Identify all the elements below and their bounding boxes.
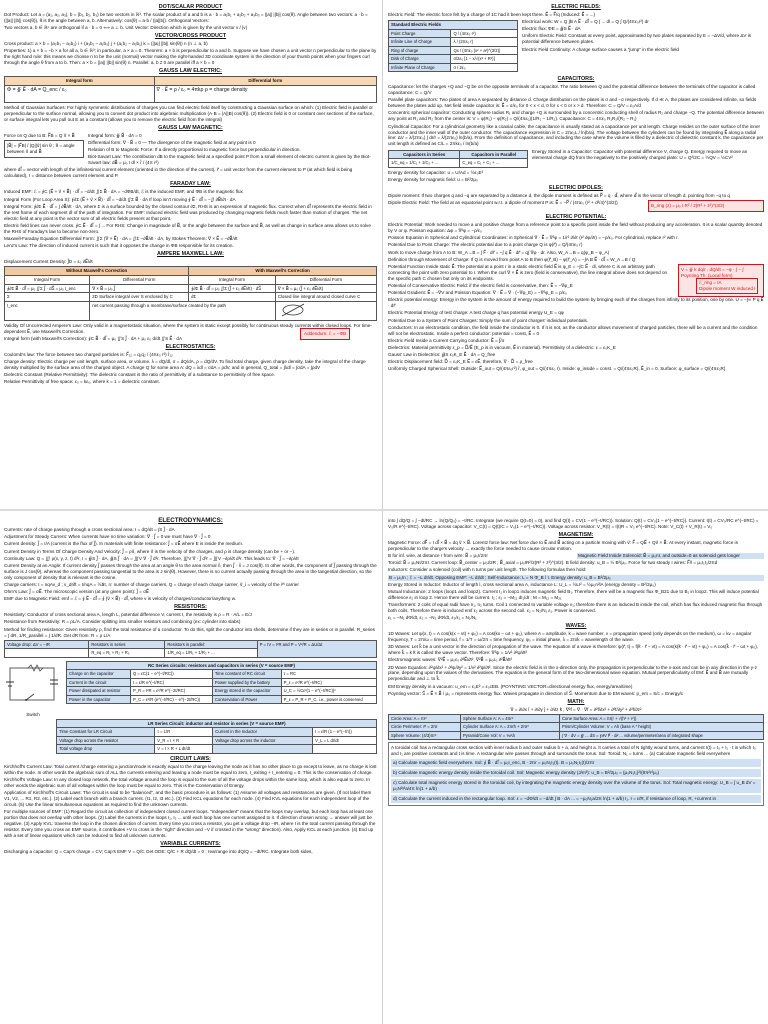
parallel-plate-text: Parallel plate capacitors: Two plates of area A separated by distance d. Charge distribution on the plates is σ and −σ respectively. If d ≪ A, the plates are considered infinite, so fields between the plates add up. Net field inside capacitor is: E⃗ = σ/ε₀ for 0 < x < d, 0 for x < 0 or x > d. Therefore: C = Q/V = ε₀A/d <box>388 97 757 109</box>
math-cell: Sphere Surface A: A = 4πr² <box>460 714 559 722</box>
conservative-field-text: Potential of Conservative Electric Field: if the electric field is conservative, then: E⃗ = −∇φ_E <box>388 282 573 288</box>
ampere-sub-diff-1: Differential Form <box>90 275 189 284</box>
uniform-field-text: Uniform Electric Field: Constant at every point, approximated by two plates separated by E = −ΔV/d, where ΔV is potential difference between plates. <box>522 33 752 45</box>
rc-circuit-block <box>4 660 377 718</box>
capacitance-text: Capacitance: let the charges +Q and −Q be on the opposite terminals of a capacitor. The ratio between Q and the potential difference between the terminals of the capacitor is called capacitance: C = Q/V <box>388 84 756 96</box>
gauss-differential-formula: ∇ · E⃗ = ρ / ε₀ = 4πkρ ρ = charge density <box>154 85 376 102</box>
electric-flux-text: Electric flux: ΦE = ∯S E⃗ · dA <box>522 26 581 32</box>
work-move-charge-text: Work to move charge from A to B: W_A→B = ∫ F⃗ · dr⃗ = −∫ q E⃗ · dr⃗ = q∫ ∇φ · dr. Also, W_A→B = q(φ_B − φ_A) <box>388 249 610 255</box>
rc-row <box>67 687 377 695</box>
standard-field-expr: σ/2ε₀ [1 − x/√(x² + R²)] <box>451 55 518 63</box>
lr-cell <box>313 745 377 753</box>
lr-cell: Total voltage drop <box>57 745 155 753</box>
standard-field-expr: Q / (4πε₀ r²) <box>451 29 518 37</box>
electric-potential-text: Electric Potential: Work needed to move a unit positive charge from a reference point to a specific point inside the field without producing any acceleration. It is a scalar quantity denoted by V or φ. Poisson equation: Δφ = ∇²φ = −ρ/ε₀ <box>388 222 763 234</box>
rc-cell: Current in the circuit <box>67 678 131 686</box>
poynting-red-box: V = ∯ k dq/r , dQ/dt = −φ · ∫ − ∫ Poynting Th. (Local form) <box>678 264 764 297</box>
rc-row <box>67 695 377 703</box>
problem-part-d: d) Calculate the current induced in the rectangular loop. Sol: ε = −dΦ/dt = −d/dt ∫ B · dA ... = −μ₀N₁a/2π ln(1 + a/b) I₁. I = ε/R, if resistance of loop, R, +current in <box>391 795 761 803</box>
potential-inside-text: Potential Function Inside static E⃗: The potential at a point r in a static electric field E⃗ is φ_E = −∫C E⃗ · dl, where C is an arbitrary path connecting the point with zero potential to r. When the curl ∇ × E⃗ is zero (field is conservative), the line integral above does not depend on the specific path C chosen but only on its endpoints. <box>388 263 668 281</box>
maxwell-faraday-text: Maxwell-Faraday Equation Differential Form: ∬Σ (∇ × E⃗) · dA = ∬Σ −∂B⃗/∂t · dA, by Stokes Theorem: ∇ × E⃗ = −∂B⃗/∂t <box>4 235 238 241</box>
cylindrical-capacitor-text: Cylindrical Capacitor: For a cylindrical geometry like a coaxial cable, the capacitance is usually stated as a capacitance per unit length. Charge resides on the outer surface of the inner conductor and the inner wall of the outer conductor. The capacitance expression is C = 2πε₀L / ln(b/a). The voltage between the cylinders can be found by integrating E⃗ along a radial line: ΔV = λ/(2πε₀) ∫ dr/r = λ/(2πε₀) ln(b/a). From the definition of capacitance, and including the case where the volume is filled by a dielectric of dielectric constant k, the capacitance per unit length is defined as C/L = 2πkε₀ / ln(b/a) <box>388 123 764 147</box>
spherical-shell-text: Uniformly Charged Spherical Shell: Outside: E⃗_out = Q/(4πε₀r²) r̂, φ_out = Q/(4πε₀ r). Inside: φ_inside = const. = Q/(4πε₀R), E⃗_in = 0. Surface: φ_surface = Q/(4πε₀R) <box>388 366 726 372</box>
ampere-r3a: I_enc <box>5 302 90 321</box>
dipole-red-notes <box>696 278 758 294</box>
math-cell: Cylinder Surface A: A = 2πrh + 2πr² <box>460 723 559 731</box>
displacement-field-text: Electric Displacement field: D⃗ = ε₀K_E E⃗ = εE⃗, therefore, ∇ · D⃗ = ρ_free <box>388 359 533 365</box>
ampere-validity-text: Validity Of Uncorrected Ampere's Law: Only valid in a magnetostatic situation, where the system is static except possibly for continuous steady currents within closed loops. For time-dependent E⃗, use Maxwell's Correction. <box>4 322 372 334</box>
without-maxwell-header: Without Maxwell's Correction <box>5 267 189 276</box>
inside-current-text: Electric Field Inside a Current Carrying conductor: E⃗ = J⃗/σ <box>388 337 505 343</box>
rc-cell: Charge on the capacitor <box>67 670 131 678</box>
waves-3d-text: 3D Waves: Let k⃗ be a unit vector in the direction of propagation of the wave. The equation of a wave is therefore: ψ(r⃗, t) = f(k̂ · r⃗ − vt) = A cos(k(k̂ · r⃗ − vt) + φ₀) = A cos(k⃗ · r⃗ − ωt + φ₀), where k⃗ = k k̂ is called the wave vector. Therefore: ∇²ψ = 1/v² ∂²ψ/∂t² <box>388 644 759 656</box>
relation-b-text: Relation of B to Magnetic Force: If a directly proportional to magnetic force but perpendicular in direction. <box>88 147 301 153</box>
electrodynamics-heading: ELECTRODYNAMICS: <box>158 517 223 524</box>
ampere-integral-text: Integral form (with Maxwell's Correction): ∮C B⃗ · dl⃗ = μ₀ ∬S J⃗ · dA + μ₀ ε₀ d/dt ∬S E⃗ · dA <box>4 335 183 341</box>
ampere-r2b: 2D Surface integral over S enclosed by C <box>90 293 189 302</box>
ampere-r2a: Σ <box>5 293 90 302</box>
ampere-r3b: net current passing through a membrane/surface created by the path <box>90 302 276 321</box>
rc-cell: Energy stored in the capacitor <box>212 687 281 695</box>
movement-definition-text: Definition through Movement of Charge: If Q is moved from point A to B then φ(r⃗_B) − φ(r⃗_A) = −∫A B E⃗ · dl⃗ = W_A→B / Q <box>388 256 636 262</box>
math-cell: Pyramid/Cone Vol: V = ⅓Ah <box>460 731 559 739</box>
cap-parallel-header: Capacitors in Parallel <box>460 150 528 159</box>
biot-where-text: where dl⃗ = vector with length of the infinitesimal current element (oriented in the direction of the current), r⃗ = unit vector from the current element to P (at which field is being calculated), r = distance between current element and P. <box>4 167 353 179</box>
faraday-heading: FARADAY LAW: <box>170 181 211 188</box>
page-top-left <box>0 0 381 508</box>
circuit-laws-heading: CIRCUIT LAWS: <box>170 755 211 762</box>
em-energy-text: EM Energy density in a vacuum: u_em = ε₀E² = ε₀cEB. (POYNTING VECTOR=directional energy flux, energy/area/time) <box>388 683 633 689</box>
electrical-work-text: Electrical work: W = Q ∫B A E⃗ · dl⃗ = Q ∫ ... dl = Q ∫ Q/(4πε₀r²) dr <box>522 19 649 25</box>
magnetic-emf-text: EMF due to Magnetic Field: emf = ℰ = ∮ E⃗ · dl⃗ = ∮ (v⃗ × B⃗) · dl⃗, where v is velocity of charges/conductor/anything w. <box>4 596 237 602</box>
lr-cell: V = I × R + L dI/dt <box>155 745 213 753</box>
page-bottom-right <box>384 512 768 1024</box>
standard-field-row <box>389 63 518 71</box>
integral-form-header: Integral form <box>5 77 155 86</box>
math-operators-text: ∇ = ∂/∂x î + ∂/∂y ĵ + ∂/∂z k̂ ; ∇²f = ∇ · ∇f = ∂²f/∂x² + ∂²f/∂y² + ∂²f/∂z² <box>510 706 642 712</box>
resistors-heading: RESISTORS: <box>174 604 207 611</box>
math-cell: ∫ ∇ · dV = ∯ ... dS = ∮∂V F⃗ · dr⃗ ... volume/perimeter/area of integrated shape <box>560 731 764 739</box>
standard-fields-table <box>388 20 518 72</box>
page-top-right <box>384 0 768 508</box>
problem-part-c: c) Calculate total magnetic energy stored in the toroidal coil, by integrating the magnetic energy density over the volume of the torus. Sol: Total magnetic energy: U_B = ∫ u_B dV = μ₀N²I²a/4π ln(1 + a/b) <box>391 779 761 793</box>
ampere-r1c3: ∮∂Σ B⃗ · dl⃗ = μ₀ ∬Σ (J⃗ + ε₀ ∂E⃗/∂t) · dS⃗ <box>189 284 276 293</box>
standard-field-row <box>389 29 518 37</box>
lr-row <box>57 736 377 744</box>
dot-scalar-heading: DOT/SCALAR PRODUCT <box>158 4 223 10</box>
ampere-r2d: Closed line integral around closed curve C <box>275 293 376 302</box>
gaussian-surfaces-text: Method of Gaussian Surfaces: For highly symmetric distributions of charges you can find electric field itself by constructing a Gaussian surface on which: (1) Electric field is parallel or perpendicular to the surface normal, allowing you to convert dot product into algebraic multiplication (A·B = |A||B| cos(θ)). (2) Electric field is 0 or constant over sections of the surface, or surface integral lets you pull out E as a constant (allows you to remove the electric field from the integral) <box>4 104 374 122</box>
multiple-emf-text: For multiple sources of EMF: (1) Regard the circuit as collection of independent closed current loops. "Independent" means that the loops may overlap, but each loop has at least one portion that does not overlap with other loops. (2) Label the currents in the loops I₁, I₂ ... until each loop has one current assigned to it. If direction chosen wrong → answer will just be negative. (3) Apply KVL: traverse the loop in the chosen direction of current. Every time you cross a resistor, you get a voltage drop −IR, where I is the total current passing through the resistor. Every time you cross an EMF source, it contributes +V to cross in the "right" direction and −V if crossed in the "wrong" direction). Also, Apply KCL at each junction. (4) End up with a set of linear equations which can be reduced to find all unknown currents. <box>4 808 376 838</box>
dipole-field-text: Dipole Electric Field: The field at an equatorial point w.r.t. a dipole of moment P is: E⃗ = −P⃗ / (4πε₀ (r² + d²/4)^(3/2)) <box>388 200 618 206</box>
kvl-text: Kirchhoff's Voltage Law: In any closed loop network, the total voltage around the loop is equal to the sum of all the voltage drops within the same loop, which is also equal to zero. In other words the algebraic sum of all voltages within the loop must be equal to zero. This is the Conservation of Energy. <box>4 776 370 788</box>
poynting-text: Poynting vector: S⃗ = E⃗ × B⃗ / μ₀ = represents energy flux. Waves propagate in direction of S⃗. Momentum due to EM waves: p_em = S/c = Energy/c <box>388 690 684 696</box>
math-row <box>389 714 764 722</box>
ring-emf-note: ℰ_ring = IA <box>699 280 722 285</box>
charge-carriers-text: Charge carriers: I = nqAv_d ; v_drift = I/nqA = ½a⃗τ, n: number of charge carriers, Q = charge of each charge carrier, v⃗_i = velocity of the iᵗʰ carrier <box>4 581 299 587</box>
potential-energy-text: Electric potential energy: Energy in the system is the amount of energy required to build the system by bringing each of the charges from infinity to its position, one by one. U = −∫∞ P q E⃗ · dr⃗ <box>388 297 764 309</box>
test-charge-text: Electric Potential Energy of test charge: A test charge q has potential energy U_E = qφ <box>388 310 564 316</box>
inf-wire-text: B for inf. wire, at distance r from wire: B⃗ = μ₀I/2πr <box>388 553 488 559</box>
gauss-m-integral: Integral form: ∯ B⃗ · dA = 0 <box>88 132 142 138</box>
lr-cell: Time Constant for LR Circuit <box>57 728 155 736</box>
power-cell: P = IV = I²R and P = V²/R = ΔU/Δt <box>257 640 376 657</box>
math-cell: Circle Perimeter: P = 2πr <box>389 723 461 731</box>
lr-cell: I = ε/R (1 − e^(−t/τ)) <box>313 728 377 736</box>
rc-cell: P_ε = ε²/R e^(−t/RC) <box>281 678 376 686</box>
problem-intro: A toroidal coil has a rectangular cross section with inner radius b and outer radius b + a, and height a. It carries a total of N tightly wound turns, and current I(t) = I₀ + I₁ · t in which I₀ and I₁ are positive constants and t is time. A rectangular wire passes through and surrounds the torus. Sol: Toroid: N₁ = turns ... (a) Calculate magnetic field everywhere <box>391 745 756 757</box>
discharge-capacitor-text: Discharging a capacitor: Q = Cap's charge = CV; Cap's EMF V = Q/C Get ODE: Q/C + R dQ/dt = 0 ; rearrange into dQ/Q = −dt/RC. Integrate both sides, <box>4 848 313 854</box>
page-bottom-left <box>0 512 381 1024</box>
steady-current-text: Adjustment for Steady Current: When currents have no time variation: ∇ · J⃗ = 0 we must have ∇ · J⃗ = 0 <box>4 534 211 540</box>
standard-field-name: Ring of charge <box>389 46 451 54</box>
coulomb-law-text: Coulomb's law: The force between two charged particles is: F⃗₁₂ = q₁q₂ / (4πε₀ r²) r̂₁₂ <box>4 351 173 357</box>
poisson-equation-text: Poisson Equation in Spherical and Cylindrical Coordinates: in Spherical ∇ · E⃗ = ∇²φ = 1/r² ∂/∂r (r² ∂φ/∂r) = −ρ/ε₀. For cylindrical, replace r² with r. <box>388 235 679 241</box>
lr-table <box>56 719 377 754</box>
transformer-ratio-text: ε₁ = −N₁ dΦ/dt, ε₂ = −N₂ dΦ/dt, ε₂/ε₁ = N₂/N₁ <box>388 615 477 621</box>
standard-field-expr: Qx / (4πε₀ (x² + a²)^(3/2)) <box>451 46 518 54</box>
standard-field-expr: λ / (2πε₀ r) <box>451 38 518 46</box>
with-maxwell-header: With Maxwell's Correction <box>189 267 377 276</box>
ampere-loop-sketch <box>278 303 308 317</box>
dipoles-heading: ELECTRIC DIPOLES: <box>549 184 603 191</box>
capacitors-heading: CAPACITORS: <box>557 76 595 83</box>
faraday-lines-text: Electric field lines can never cross. ∮C E⃗ · dl⃗ = ∫ ... For RHS: Change in magnitude of B⃗, or the angle between the surface and B⃗, as well as change in surface area allows us to solve the RHS of Faraday's law to become non-zero. <box>4 222 371 234</box>
math-cell: Prism/Cylinder Volume: V = Ah (base A * height) <box>560 723 764 731</box>
electric-fields-heading: ELECTRIC FIELDS: <box>551 4 601 10</box>
ampere-r2c: ∂Σ <box>189 293 276 302</box>
math-cell: Cone Surface Area: A = πr(r + √(h² + r²)) <box>560 714 764 722</box>
standard-field-name: Point Charge <box>389 29 451 37</box>
dipole-moment-text: Dipole moment: If two charges q and −q are separated by a distance d, the dipole moment is defined as P⃗ = q · d⃗, where d⃗ is the vector of length d, pointing from −q to q <box>388 192 730 198</box>
rc-cell: P_ε = P_R + P_C, i.e., power is conserved <box>281 695 376 703</box>
resistor-combo-table <box>4 640 377 658</box>
ampere-sub-integral-2: Integral Form <box>189 275 276 284</box>
waves-1d-text: 1D Waves: Let ψ(x, t) = A cos(k(x − vt) + φ₀) = A cos(kx − ωt + φ₀), where A = amplitude, k = wave number, v = propagation speed (only depends on the medium), ω = kv = angular frequency, T = 2π/ω = time period, f = 1/T = ω/2π = time frequency, φ₀ = initial phase, λ = 2π/k = wavelength of the wave. <box>388 631 752 643</box>
math-cell: Sphere Volume: (4/3)πr³ <box>389 731 461 739</box>
rc-cell: τ = RC <box>281 670 376 678</box>
lr-cell: Voltage drop across the inductor <box>213 736 313 744</box>
addendum-box: Addendum: ℰ = −ΦB <box>300 328 350 340</box>
ampere-r1c4: ∇ × B⃗ = μ₀ (J⃗ + ε₀ ∂E⃗/∂t) <box>275 284 376 293</box>
energy-density-b-text: Energy density for magnetic field: u = B²/2μ₀ <box>388 176 478 182</box>
lr-row <box>57 728 377 736</box>
math-row <box>389 723 764 731</box>
ampere-heading: AMPERE MAXWELL LAW: <box>157 251 224 258</box>
ampere-diagram-cell <box>275 302 376 321</box>
voltage-drop-cell: Voltage drop: ΔV = −IR <box>5 640 89 648</box>
series-label-cell: Resistors in series <box>89 640 165 648</box>
rc-cell: P_C = ε²/R (e^(−t/RC) − e^(−2t/RC)) <box>130 695 212 703</box>
conductors-text: Conductors: In an electrostatic condition, the field inside the conductor is 0. If it is not, as the conductor allows movement of charged particles, there will be a current and the condition will not be electrostatic. Inside a perfect conductor: potential = const, E⃗ = 0 <box>388 324 758 336</box>
problem-part-a: a) Calculate magnetic field everywhere. Sol: ∮ B⃗ · dl⃗ = μ₀I_enc, B · 2πr = μ₀N₁I₁(t). B = μ₀N₁I₁(t)/2πr <box>391 759 761 767</box>
displacement-current-text: Displacement Current Density: J⃗D = ε₀ ∂E⃗/∂t <box>4 259 93 265</box>
electrostatics-heading: ELECTROSTATICS: <box>165 343 216 350</box>
rc-cell: Power in the capacitor <box>67 695 131 703</box>
vector-cross-heading: VECTOR/CROSS PRODUCT <box>154 33 227 40</box>
toroid-text: Toroid: B⃗ = μ₀NI/2πr. Current loop: B⃗_center = μ₀I/2R ; B⃗_axial = μ₀IR²/2(R² + z²)^(3/2). B field density: u_B = ½ B²/μ₀. Force for two steady I wires: F⃗/l = μ₀I₁I₂/2πd <box>388 560 718 566</box>
solenoid-text: Magnetic Field Inside Solenoid: B⃗ = μ₀nI, and outside=0 as solenoid gets longer <box>577 553 764 559</box>
density-charge-text: Current Density in Terms Of Charge Density And Velocity: J⃗ = ρv⃗, where v⃗ is the velocity of the charges, and ρ is charge density (can be + or −). <box>4 548 296 554</box>
gauss-electric-heading: GAUSS LAW ELECTRIC: <box>159 68 222 75</box>
series-expr-cell: R_eq = R₁ + R₂ + R₃ <box>89 649 165 657</box>
transformers-text: Transformers: 2 coils of equal radii have n₁, n₂ turns. Coil 1 connected to variable voltage v₁; therefore there is an induced B inside the coil, which has flux induced magnetic flux through both coils. Therefore there is induced emf ε₂ across the second coil. ε₂ = N₂/N₁ ε₁. Power is conserved. <box>388 601 763 613</box>
dipole-moment-note: Dipole moment W induced I <box>699 285 756 291</box>
switch-label: Switch <box>26 711 40 717</box>
force-box: |B⃗| = |F⃗B| / |Q||v⃗| sin θ ; θ = angle between v⃗ and B⃗ <box>4 140 84 158</box>
rc-cell: Q = εC(1 − e^(−t/RC)) <box>130 670 212 678</box>
biot-savart-text: Biot-Savart Law: The contribution dB to the magnetic field at a specified point P from a small element of electric current is given by the Biot-Savart law: dB⃗ = μ₀ I dl × r̂ / (4π r²) <box>88 154 371 166</box>
inductors-text: Inductors: Consider a solenoid (coil) with n turns per unit length. The following formulas then hold: <box>388 567 587 573</box>
b-ring-box: B_ring (z) = μ₀ I R² / 2(R² + z²)^(3/2) <box>648 200 764 212</box>
currents-text: Currents: rate of charge passing through a cross sectional area: I = dQ/dt = ∫S J⃗ · dA <box>4 527 175 533</box>
ampere-sub-diff-2: Differential Form <box>275 275 376 284</box>
lr-row <box>57 745 377 753</box>
rc-cell: Conservation of Power <box>212 695 281 703</box>
lr-cell: Current in the Inductor <box>213 728 313 736</box>
standard-field-name: Infinite Line of Charge <box>389 38 451 46</box>
magnetism-heading: MAGNETISM: <box>558 531 594 538</box>
dielectrics-text: Dielectrics: Material permittivity ε_p = D⃗/E⃗ (E_p is in vacuum, E⃗ in material). Permittivity of a dielectric: ε = ε₀K_E <box>388 344 616 350</box>
mutual-inductance-text: Mutual Inductance: 2 loops (loop1 and loop2). Current I₁ in loop1 induces magnetic field B₁. Therefore, there will be a magnetic flux Φ_B21 due to B₁ in loop2. This will induce potential difference ε₂ in loop 2. Hence there will be current. I₂ ; ε₂ = −M₂₁ dI₁/dt ; M = M₁₂ = M₂₁ <box>388 588 759 600</box>
gauss-electric-table <box>4 76 377 103</box>
gauss-integral-formula: Φ = ∯ E⃗ · dA = Q_enc / ε₀ <box>5 85 155 102</box>
gauss-magnetic-block <box>4 133 377 168</box>
rc-cell: Power dissipated at resistor <box>67 687 131 695</box>
dipole-field-row <box>388 200 764 212</box>
standard-field-name: Infinite Plane of Charge <box>389 63 451 71</box>
current-density-text: Current density: J⃗ = I/A (current is the flux of J⃗). In materials with finite resistance: J⃗ = σE⃗ where E is inside the medium. <box>4 541 244 547</box>
rc-cell: Power supplied by the battery <box>212 678 281 686</box>
capacitor-combo-block <box>388 149 764 170</box>
em-waves-text: Electromagnetic waves: ∇²E⃗ = μ₀ε₀ ∂²E⃗/∂t², ∇²B⃗ = μ₀ε₀ ∂²B⃗/∂t² <box>388 657 512 663</box>
standard-fields-title: Standard Electric Fields <box>389 21 518 30</box>
potential-gradient-text: Potential Gradient: E⃗ = −∇V and Poisson Equation: ∇ · E⃗ = ∇ · (−∇φ_E) = −∇²φ_E = ρ/ε₀ <box>388 290 567 296</box>
cap-series-expr: 1/C_eq = 1/C₁ + 1/C₂ + ... <box>389 159 460 167</box>
resistance-resistivity-text: Resistance from Resistivity: R = ρL/A. Consider splitting into smaller resistors and combining (ex: cylinder into slabs) <box>4 619 241 625</box>
rc-row <box>67 670 377 678</box>
horizontal-separator <box>0 509 768 511</box>
continuity-law-text: Continuity Law: Q = ∭ ρ(x, y, z, t) d³r, I = ∯S J⃗ · dA, ∯S J⃗ · dA = ∭V ∇ · J⃗ d³r. Therefore, ∭V ∇ · J⃗ d³r = ∭V −∂ρ/∂t d³r. This leads to: ∇ · J⃗ = −∂ρ/∂t <box>4 555 299 561</box>
cross-product-text: Cross product: a × b = (a₂b₃ − a₃b₂) i + (a₃b₁ − a₁b₃) j + (a₁b₂ − a₂b₁) k = (||a|| ||b|| sin(θ)) n (n ⊥ a, b) <box>4 41 208 47</box>
rc-cell: I = ε/R e^(−t/RC) <box>130 678 212 686</box>
rc-table <box>66 661 377 705</box>
cross-properties-text: Properties: 1) a × b = −b × a for all a, b ∈ ℝ³; in particular, a × a = 0. Theorem: a × b is perpendicular to a and b. Suppose we have chosen a unit vector n perpendicular to the plane by the right hand rule: this means we choose n to be the unit (normal) vector making the right-handed 3D coordinate system in the direction of your thumb points when your fingers curl through the angle θ from a to b. Then: a × b = ||a|| ||b|| sin(θ) n. Parallel: a, b ≠ 0 are parallel iff a × b = 0 <box>4 48 377 66</box>
unit-vector-text: Two vectors a, b ∈ ℝⁿ are orthogonal if a · b = 0 ⟺ a ⊥ b. Unit Vector: Direction which is given by the unit vector v / |v| <box>4 25 247 31</box>
point-charges-text: Potential Due to a System of Point Charges: Simply the sum of point charges' individual potentials. <box>388 317 589 323</box>
standard-field-name: Disk of Charge <box>389 55 451 63</box>
faraday-integral-text: Integral Form (For Loop Area S): ∮∂Σ (E⃗ + v⃗ × B⃗) · dl⃗ = −d/dt ∬Σ B⃗ · dA If loop isn't moving ∮ E⃗ · dl⃗ = −∬ ∂B⃗/∂t · dA <box>4 196 236 202</box>
magnetic-force-text: Magnetic Force: dF⃗ = I dl⃗ × B⃗ = dq v⃗ × B⃗. Lorentz force law: Net force due to E⃗ and B⃗ acting on a particle moving with v⃗: F⃗ = QE⃗ + Qv⃗ × B⃗. At every instant, magnetic force is perpendicular to the charge's velocity → exactly the force needed to cause circular motion. <box>388 539 738 551</box>
field-continuity-text: Electric Field Continuity: A charge surface causes a "jump" in the electric field <box>522 46 679 52</box>
lr-cell: V_R = I × R <box>155 736 213 744</box>
ampere-table <box>4 266 377 321</box>
point-potential-text: Potential Due to Point Charge: The electric potential due to a point charge Q is φ(r⃗) = Q/(4πε₀ r) <box>388 242 583 248</box>
standard-field-row <box>389 46 518 54</box>
gauss-magnetic-heading: GAUSS LAW MAGNETIC: <box>158 124 223 131</box>
rc-circuit-diagram <box>4 660 60 710</box>
toroid-problem <box>388 742 764 806</box>
lr-cell: V_L = L dI/dt <box>313 736 377 744</box>
concentric-capacitor-text: Concentric spherical capacitor: Conducting sphere radius R₁ and charge +Q is surrounded by a concentric conducting shell of radius R₂ and charge −Q. The potential difference between any point at R₁ and R₂ from the center is: V = φ(R₁) − φ(R₂) = Q/(4πε₀)(1/R₁ − 1/R₂). Capacitance: C = 4πε₀ R₁R₂/(R₂ − R₁) <box>388 110 764 122</box>
math-table <box>388 714 764 740</box>
charge-density-text: Charge density: Electric charge per unit length, surface area, or volume. λ = dQ/dl, σ = dQ/dA, ρ = dQ/dV. To find total charge, given charge density, take the integral of the charge density multiplied by the surface area of the charged object. A charge Q for some area A: dQ = λdl = σdA = ρdV, and in general, Q_total = ∫λdl = ∫σdA = ∫ρdV <box>4 359 366 371</box>
problem-part-b: b) Calculate magnetic energy density inside the toroidal coil. Sol: Magnetic energy density (J/m³): u_B = B²/2μ₀ = (μ₀N₁I₁)²/(8π²r²μ₀) <box>391 769 761 777</box>
parallel-label-cell: Resistors in parallel: <box>165 640 257 648</box>
voltage-drop-blank <box>5 649 89 657</box>
capacitor-energy-text: Energy Stored in a Capacitor: Capacitor with potential difference V, charge Q. Energy required to move an elemental charge dQ from the negatively to the positively charged plate: U = Q²/2C = ½QV = ½CV² <box>532 148 748 160</box>
lenz-law-text: Lenz's Law: The direction of induced current is such that it opposes the change in ΦB responsible for its creation. <box>4 243 234 249</box>
faraday-integral-form-text: Integral Form: ∮∂Σ E⃗ · dl⃗ = ∫ ∂B⃗/∂t · dA, where Σ is a surface bounded by the closed contour ∂Σ, RHS is an expression of magnetic flux. Correct when dl⃗ represents the electric field in the rest frame of each segment dl of the path of integration. For EMF: Induced electric field was produced by changing magnetic fields much faster than motion of charges. The net electric field at any point is the vector sum of all electric fields present at that point. <box>4 203 372 221</box>
cap-parallel-expr: C_eq = C₁ + C₂ + ... <box>460 159 528 167</box>
resistivity-text: Resistivity: Conductor of cross sectional area A, length L, potential difference V, current I, the resistivity is ρ = R · A/L = E/J <box>4 612 252 618</box>
rc-row <box>67 678 377 686</box>
parallel-expr-cell: 1/R_eq = 1/R₁ + 1/R₂ + ... <box>165 649 257 657</box>
dielectric-constant-text: Dielectric Constant (Relative Permittivity): The dielectric constant is the ratio of permittivity of a substance to permittivity of free space. <box>4 372 276 378</box>
waves-heading: WAVES: <box>565 623 587 630</box>
rc-cell: P_R = I²R = ε²/R e^(−2t/RC) <box>130 687 212 695</box>
differential-form-header: Differential form <box>154 77 376 86</box>
induced-emf-text: Induced EMF: ℰ = ∮C (E⃗ + v⃗ × B⃗) · dl⃗ = −d/dt ∬Σ B⃗ · dA = −dΦB/dt, ℰ is the induced EMF, and ΦB is the magnetic flux <box>4 189 243 195</box>
ampere-r1c1: ∮∂Σ B⃗ · dl⃗ = μ₀ ∬Σ J⃗ · dS⃗ = μ₀ I_enc <box>5 284 90 293</box>
ampere-r1c2: ∇ × B⃗ = μ₀ J⃗ <box>90 284 189 293</box>
rc-heading: RC Series circuits: resistors and capacitors in series (V = source EMF) <box>67 661 377 670</box>
gauss-m-differential: Differential form: ∇ · B⃗ = 0 — The divergence of the magnetic field at any point is 0 <box>88 140 256 145</box>
self-inductance-text: B = μ₀In ; ℰ = −L dI/dt, Opposing EMF: −L dI/dt ; Self-Inductance: L = N Φ_B / I. Energy density: u_B = B²/2μ₀ <box>388 575 764 581</box>
gauss-dielectric-text: Gauss' Law in Dielectrics: ∯S ε₀K_E E⃗ · dA = Q_free <box>388 352 496 358</box>
vertical-separator <box>382 0 383 1024</box>
lr-cell: Voltage drop across the resistor <box>57 736 155 744</box>
standard-field-row <box>389 38 518 46</box>
density-angle-text: Current Density at an Angle: If current density J⃗ passes through the area at an angle θ to the area normal n̂, then J⃗ · n̂ = J cos(θ). In other words, the component of J⃗ passing through the surface is J cos(θ), whereas the component passing tangential to the area is J sin(θ). However, there is no current actually passing through the area in the tangential direction, so the only component of density that is relevant is the cosine. <box>4 562 377 580</box>
ampere-sub-integral-1: Integral Form <box>5 275 90 284</box>
kirchhoff-application-text: Application of Kirchhoff's Circuit Laws: The circuit is said to be "balanced", and the basic procedure is as follows: (1) Assume all voltages and resistances are given. (If not label them V1, V2, ... R1, R2, etc.). (2) Label each branch with a branch current. (I1, I2, I3 etc.). (3) Find KCL equations for each node. (4) Find KVL equations for each independent loop of the circuit. (5) Use the linear simultaneous equations as required to find the unknown currents. <box>4 789 372 807</box>
kcl-text: Kirchhoff's Current Law: Total current /charge entering a junction/node is exactly equal to the charge leaving the node as it has no other place to go except to leave, as no charge is lost within the node. In other words the algebraic sum of ALL the currents entering and leaving a node must be equal to zero, I_exiting + I_entering = 0. This is the conservation of charge. <box>4 763 377 775</box>
ohm-law-text: Ohm's Law: J⃗ = σE⃗. The microscopic version (at any given point): J⃗ = σE⃗ <box>4 589 149 595</box>
cap-series-header: Capacitors in Series <box>389 150 460 159</box>
lr-cell: τ = L/R <box>155 728 213 736</box>
energy-density-e-text: Energy density for capacitor: u = U/Ad = ½ε₀E² <box>388 169 484 175</box>
variable-currents-heading: VARIABLE CURRENTS: <box>160 840 221 847</box>
rc-cell: U_C = ½Cε²(1 − e^(−t/RC))² <box>281 687 376 695</box>
waves-2d-text: 2D Wave Equation: ∂²ψ/∂x² + ∂²ψ/∂y² = 1/v² ∂²ψ/∂t². Since the electric field is in the x-direction only, the propagation is perpendicular to the x-axis and can be in any direction in the y-z plane, depending upon the values of the derivatives. The equation is the general form of the two-dimensional wave equation. Mutual perpendicularity of EM: E⃗ and B⃗ are mutually perpendicular and ⊥ to k⃗. <box>388 664 757 682</box>
lr-heading: LR Series Circuit: inductor and resistor in series (V = source EMF) <box>57 719 377 728</box>
inductor-energy-text: Energy Stored in Inductor: Inductor of length l, cross sectional area A, inductance L: U_L = ½LI² = ½μ₀n²lA (energy density = B²/2μ₀) <box>388 581 656 587</box>
potential-heading: ELECTRIC POTENTIAL: <box>545 214 607 221</box>
math-row <box>389 731 764 739</box>
rc-cell: Time constant of RC circuit <box>212 670 281 678</box>
force-on-q-label: Force on Q due to B: F⃗B = Q v⃗ × B⃗ <box>4 132 75 138</box>
math-cell: Circle Area: A = πr² <box>389 714 461 722</box>
capacitor-combo-table <box>388 150 528 168</box>
relative-permittivity-text: Relative Permittivity of free space: ε₀ = kε₀, where k = 1 = dielectric constant. <box>4 379 160 385</box>
dot-product-text: Dot Product: Let a = (a₁, a₂, a₃), b = (b₁, b₂, b₃) be two vectors in ℝ³. The scalar product of a and b is a · b = a₁b₁ + a₂b₂ + a₃b₃ = ||a|| ||b|| cos(θ). Angle between two vectors: a · b = (||a|| ||b|| cos(θ)), θ is the angle between a, b. Alternatively: cos(θ) = a·b / (|a||b|). Orthogonal Vectors: <box>4 12 368 23</box>
electric-field-text: Electric Field: The electric force felt by a charge of 1C had it been kept there. E⃗ = F⃗/q (Induced: E⃗ = ...) <box>388 12 596 18</box>
standard-field-row <box>389 55 518 63</box>
resistance-method-text: Method for finding resistance: Given resistivity ρ, find the total resistance of a conductor. To do this, split the conductor into shells, determine if they are in series or in parallel. R_series = ∫ dR, 1/R_parallel = ∫ 1/dR. Get dR from: R = ρ L/A <box>4 626 375 638</box>
electric-fields-block <box>388 19 764 74</box>
math-heading: MATH: <box>567 698 585 705</box>
standard-field-expr: σ / 2ε₀ <box>451 63 518 71</box>
lr-cell <box>213 745 313 753</box>
rc-continuation-text: into ∫ dQ/Q = ∫ −dt/RC → ln(Q/Q₀) = −t/RC. Integrate (we require Q(t=0) = 0), and find Q(t) = CV(1 − e^(−t/RC)). Solution: Q(t) = CV₀(1 − e^(−t/RC)). Current: I(t) = CV₀/RC e^(−t/RC) = V₀/R e^(−t/RC). Voltage across capacitor: V_C(t) = Q(t)/C = V₀(1 − e^(−t/RC)). Voltage across resistor: V_R(t) = I(t)R = V₀ e^(−t/RC). Note: V_C(t) + V_R(t) = V₀ <box>388 518 759 529</box>
